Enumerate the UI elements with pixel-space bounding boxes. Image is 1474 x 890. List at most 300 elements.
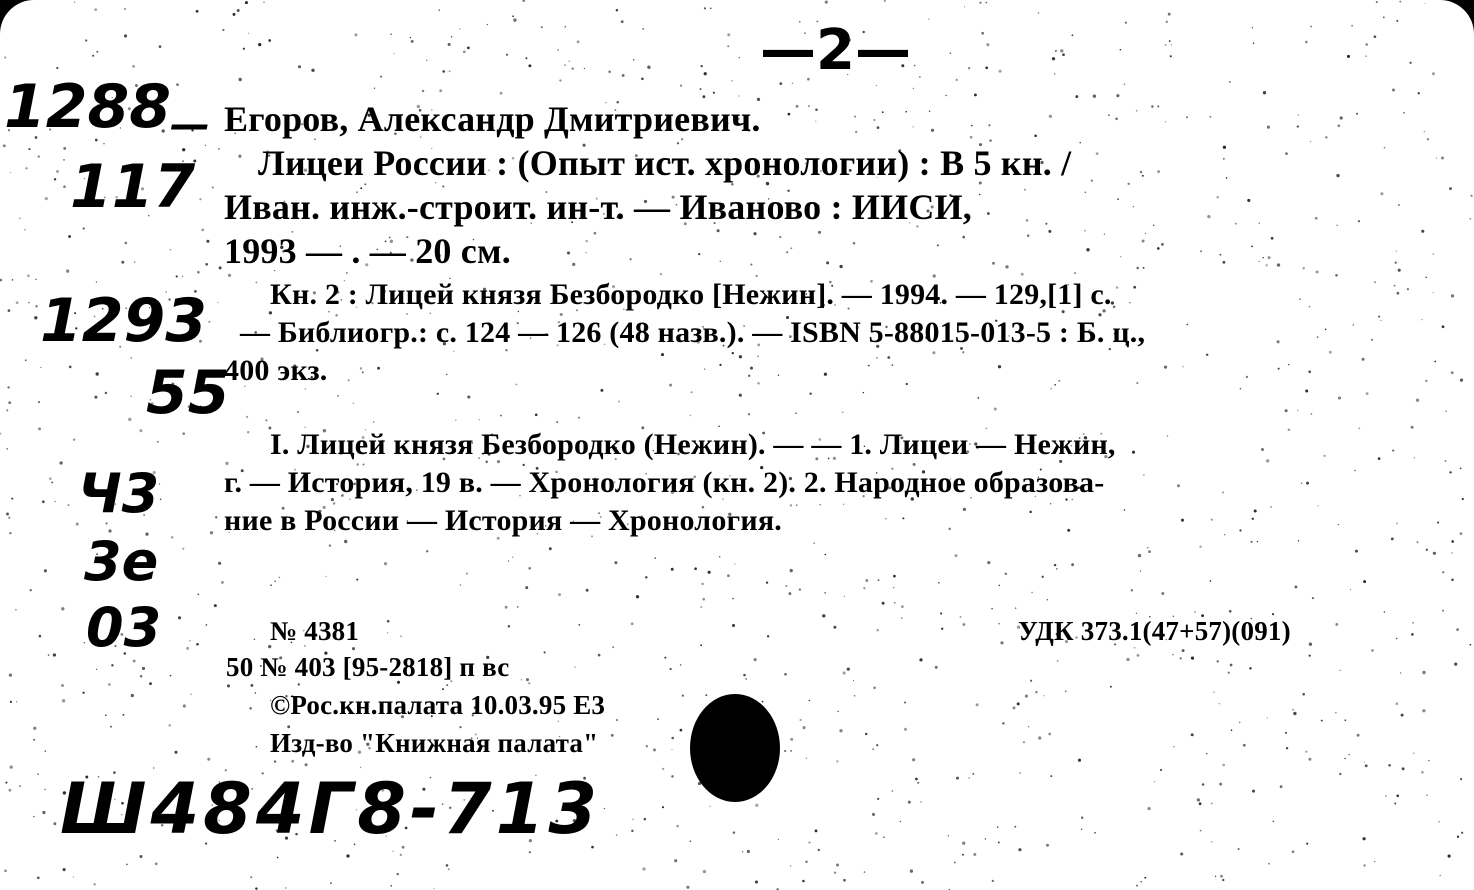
speckle bbox=[1246, 376, 1248, 378]
speckle bbox=[1384, 611, 1386, 613]
speckle bbox=[356, 579, 358, 581]
speckle bbox=[94, 396, 97, 399]
speckle bbox=[348, 379, 350, 381]
speckle bbox=[1396, 250, 1397, 251]
speckle bbox=[197, 271, 200, 274]
speckle bbox=[411, 40, 414, 43]
speckle bbox=[1285, 732, 1287, 734]
speckle bbox=[255, 692, 257, 694]
speckle bbox=[94, 8, 97, 11]
speckle bbox=[1433, 552, 1436, 555]
speckle bbox=[1117, 198, 1119, 200]
speckle bbox=[96, 51, 98, 53]
speckle bbox=[33, 739, 35, 741]
speckle bbox=[1125, 22, 1127, 24]
speckle bbox=[558, 593, 561, 596]
speckle bbox=[311, 69, 314, 72]
speckle bbox=[755, 880, 758, 883]
speckle bbox=[1249, 667, 1251, 669]
speckle bbox=[902, 517, 904, 519]
speckle bbox=[654, 557, 656, 559]
speckle bbox=[662, 806, 664, 808]
speckle bbox=[917, 782, 919, 784]
speckle bbox=[757, 356, 758, 357]
speckle bbox=[1305, 390, 1308, 393]
speckle bbox=[739, 394, 742, 397]
speckle bbox=[878, 579, 880, 581]
speckle bbox=[1200, 250, 1202, 252]
speckle bbox=[1132, 451, 1135, 454]
speckle bbox=[40, 367, 41, 368]
speckle bbox=[1187, 324, 1189, 326]
speckle bbox=[1229, 610, 1232, 613]
speckle bbox=[1133, 206, 1134, 207]
speckle bbox=[1432, 72, 1435, 75]
speckle bbox=[839, 729, 842, 732]
speckle bbox=[1054, 384, 1056, 386]
speckle bbox=[901, 617, 902, 618]
title-line-1: Лицеи России : (Опыт ист. хронологии) : В 5 кн. / bbox=[258, 143, 1072, 183]
speckle bbox=[1067, 529, 1070, 532]
speckle bbox=[1140, 570, 1141, 571]
speckle bbox=[1126, 658, 1129, 661]
speckle bbox=[38, 155, 40, 157]
speckle bbox=[633, 59, 634, 60]
speckle bbox=[68, 504, 70, 506]
speckle bbox=[35, 305, 37, 307]
speckle bbox=[1177, 484, 1180, 487]
speckle bbox=[968, 777, 970, 779]
speckle bbox=[53, 822, 56, 825]
speckle bbox=[755, 275, 757, 277]
speckle bbox=[645, 576, 647, 578]
speckle bbox=[133, 660, 136, 663]
speckle bbox=[139, 855, 142, 858]
speckle bbox=[1442, 571, 1444, 573]
speckle bbox=[733, 831, 736, 834]
speckle bbox=[1222, 879, 1224, 881]
handwritten-side-2: 3е bbox=[84, 530, 159, 593]
speckle bbox=[1396, 795, 1399, 798]
speckle bbox=[1060, 49, 1063, 52]
speckle bbox=[278, 577, 280, 579]
speckle bbox=[1411, 426, 1414, 429]
speckle bbox=[1219, 254, 1221, 256]
speckle bbox=[1383, 16, 1385, 18]
speckle bbox=[352, 647, 355, 650]
speckle bbox=[265, 419, 267, 421]
speckle bbox=[802, 880, 805, 883]
speckle bbox=[1136, 613, 1137, 614]
speckle bbox=[82, 692, 84, 694]
speckle bbox=[1055, 50, 1057, 52]
speckle bbox=[1424, 131, 1426, 133]
speckle bbox=[1371, 649, 1374, 652]
speckle bbox=[1272, 613, 1274, 615]
speckle bbox=[790, 750, 792, 752]
speckle bbox=[1143, 267, 1145, 269]
speckle bbox=[703, 870, 706, 873]
speckle bbox=[875, 832, 878, 835]
speckle bbox=[1219, 703, 1221, 705]
speckle bbox=[963, 508, 966, 511]
speckle bbox=[1371, 339, 1373, 341]
speckle bbox=[912, 758, 915, 761]
speckle bbox=[1120, 49, 1122, 51]
speckle bbox=[103, 143, 104, 144]
speckle bbox=[1277, 340, 1280, 343]
speckle bbox=[256, 746, 258, 748]
speckle bbox=[124, 242, 127, 245]
speckle bbox=[1270, 506, 1272, 508]
speckle bbox=[1433, 253, 1434, 254]
speckle bbox=[718, 425, 720, 427]
speckle bbox=[1266, 459, 1269, 462]
speckle bbox=[96, 372, 99, 375]
speckle bbox=[529, 851, 531, 853]
speckle bbox=[206, 240, 209, 243]
speckle bbox=[215, 516, 217, 518]
speckle bbox=[446, 864, 449, 867]
speckle bbox=[1325, 136, 1327, 138]
speckle bbox=[16, 701, 18, 703]
speckle bbox=[197, 594, 199, 596]
speckle bbox=[938, 582, 940, 584]
speckle bbox=[1442, 610, 1444, 612]
speckle bbox=[124, 34, 127, 37]
speckle bbox=[111, 664, 113, 666]
speckle bbox=[258, 43, 261, 46]
speckle bbox=[690, 840, 692, 842]
speckle bbox=[968, 67, 970, 69]
speckle bbox=[460, 584, 461, 585]
speckle bbox=[178, 616, 181, 619]
speckle bbox=[1200, 830, 1202, 832]
speckle bbox=[1052, 57, 1055, 60]
speckle bbox=[1271, 237, 1274, 240]
speckle bbox=[449, 70, 451, 72]
speckle bbox=[8, 789, 11, 792]
speckle bbox=[1194, 611, 1196, 613]
speckle bbox=[207, 758, 210, 761]
speckle bbox=[616, 9, 618, 11]
speckle bbox=[1143, 474, 1145, 476]
speckle bbox=[1079, 142, 1081, 144]
speckle bbox=[212, 186, 214, 188]
speckle bbox=[1120, 256, 1121, 257]
speckle bbox=[346, 272, 348, 274]
speckle bbox=[844, 596, 845, 597]
speckle bbox=[1191, 656, 1194, 659]
speckle bbox=[704, 368, 705, 369]
speckle bbox=[61, 684, 64, 687]
speckle bbox=[985, 2, 987, 4]
speckle bbox=[574, 666, 576, 668]
speckle bbox=[528, 682, 530, 684]
speckle bbox=[374, 88, 375, 89]
speckle bbox=[171, 536, 173, 538]
speckle bbox=[30, 589, 32, 591]
speckle bbox=[1115, 117, 1118, 120]
speckle bbox=[877, 798, 879, 800]
speckle bbox=[1421, 771, 1424, 774]
speckle bbox=[1054, 73, 1055, 74]
speckle bbox=[51, 481, 53, 483]
speckle bbox=[882, 602, 885, 605]
speckle bbox=[1024, 189, 1026, 191]
speckle bbox=[646, 745, 648, 747]
speckle bbox=[700, 606, 702, 608]
speckle bbox=[998, 623, 999, 624]
speckle bbox=[93, 883, 96, 886]
speckle bbox=[1392, 450, 1394, 452]
speckle bbox=[1457, 836, 1459, 838]
speckle bbox=[788, 113, 791, 116]
speckle bbox=[1050, 503, 1051, 504]
speckle bbox=[731, 80, 733, 82]
speckle bbox=[920, 801, 922, 803]
speckle bbox=[892, 364, 894, 366]
speckle bbox=[56, 67, 58, 69]
speckle bbox=[3, 144, 6, 147]
speckle bbox=[962, 842, 965, 845]
speckle bbox=[362, 371, 364, 373]
speckle bbox=[1113, 306, 1116, 309]
subject-line-1: I. Лицей князя Безбородко (Нежин). — — 1. Лицеи — Нежин, bbox=[270, 428, 1116, 461]
speckle bbox=[988, 124, 990, 126]
speckle bbox=[1216, 196, 1218, 198]
speckle bbox=[214, 604, 217, 607]
speckle bbox=[694, 567, 697, 570]
speckle bbox=[1366, 392, 1369, 395]
speckle bbox=[1043, 695, 1044, 696]
registration-line: 50 № 403 [95-2818] п вс bbox=[226, 652, 510, 682]
speckle bbox=[61, 607, 64, 610]
speckle bbox=[182, 432, 185, 435]
speckle bbox=[124, 8, 126, 10]
speckle bbox=[985, 66, 988, 69]
speckle bbox=[263, 2, 264, 3]
speckle bbox=[717, 229, 720, 232]
speckle bbox=[1050, 388, 1052, 390]
speckle bbox=[390, 885, 392, 887]
speckle bbox=[839, 265, 842, 268]
speckle bbox=[748, 375, 750, 377]
speckle bbox=[1206, 753, 1207, 754]
speckle bbox=[1401, 714, 1404, 717]
speckle bbox=[745, 678, 747, 680]
speckle bbox=[330, 882, 332, 884]
speckle bbox=[59, 461, 62, 464]
speckle bbox=[1380, 320, 1381, 321]
speckle bbox=[1081, 816, 1084, 819]
speckle bbox=[446, 684, 448, 686]
speckle bbox=[919, 76, 921, 78]
speckle bbox=[329, 544, 331, 546]
speckle bbox=[1444, 460, 1446, 462]
speckle bbox=[142, 667, 145, 670]
speckle bbox=[132, 65, 135, 68]
speckle bbox=[1142, 175, 1144, 177]
speckle bbox=[664, 657, 666, 659]
speckle bbox=[1398, 269, 1401, 272]
speckle bbox=[972, 773, 974, 775]
speckle bbox=[1157, 105, 1159, 107]
speckle bbox=[1220, 875, 1223, 878]
card-corner-left bbox=[0, 0, 34, 34]
speckle bbox=[182, 148, 185, 151]
speckle bbox=[594, 232, 597, 235]
speckle bbox=[843, 671, 846, 674]
speckle bbox=[1335, 712, 1336, 713]
speckle bbox=[1211, 841, 1212, 842]
speckle bbox=[622, 74, 625, 77]
speckle bbox=[863, 392, 864, 393]
speckle bbox=[910, 869, 913, 872]
speckle bbox=[42, 811, 45, 814]
speckle bbox=[1286, 747, 1288, 749]
speckle bbox=[1047, 599, 1048, 600]
speckle bbox=[1442, 325, 1445, 328]
speckle bbox=[1048, 230, 1051, 233]
handwritten-code-top-1: 1288 bbox=[4, 72, 171, 142]
speckle bbox=[1267, 717, 1268, 718]
speckle bbox=[45, 750, 47, 752]
speckle bbox=[274, 760, 276, 762]
speckle bbox=[1293, 712, 1296, 715]
speckle bbox=[189, 640, 191, 642]
speckle bbox=[1427, 138, 1429, 140]
speckle bbox=[854, 695, 856, 697]
speckle bbox=[1228, 672, 1230, 674]
speckle bbox=[1298, 540, 1300, 542]
handwritten-bottom-code: Ш484Г8-713 bbox=[60, 768, 602, 850]
speckle bbox=[1181, 519, 1184, 522]
speckle bbox=[44, 569, 47, 572]
speckle bbox=[1137, 654, 1140, 657]
speckle bbox=[1048, 733, 1051, 736]
speckle bbox=[130, 396, 132, 398]
speckle bbox=[559, 79, 561, 81]
speckle bbox=[1168, 13, 1171, 16]
speckle bbox=[245, 1, 248, 4]
speckle bbox=[96, 281, 97, 282]
speckle bbox=[1038, 736, 1041, 739]
speckle bbox=[513, 18, 516, 21]
speckle bbox=[1191, 733, 1194, 736]
speckle bbox=[1144, 877, 1146, 879]
speckle bbox=[10, 765, 13, 768]
speckle bbox=[246, 416, 248, 418]
speckle bbox=[1046, 844, 1049, 847]
speckle bbox=[49, 477, 52, 480]
speckle bbox=[1438, 821, 1440, 823]
speckle bbox=[19, 785, 21, 787]
speckle bbox=[1403, 112, 1405, 114]
speckle bbox=[1461, 832, 1463, 834]
speckle bbox=[1136, 382, 1138, 384]
speckle bbox=[1471, 195, 1473, 197]
speckle bbox=[455, 419, 457, 421]
speckle bbox=[108, 683, 111, 686]
speckle bbox=[932, 351, 935, 354]
speckle bbox=[1425, 380, 1428, 383]
speckle bbox=[274, 580, 276, 582]
speckle bbox=[1015, 607, 1017, 609]
speckle bbox=[506, 54, 508, 56]
handwritten-code-mid-1: 1293 bbox=[40, 286, 207, 356]
speckle bbox=[105, 392, 107, 394]
speckle bbox=[1335, 274, 1338, 277]
speckle bbox=[1278, 368, 1280, 370]
speckle bbox=[1169, 40, 1171, 42]
speckle bbox=[1336, 224, 1338, 226]
speckle bbox=[453, 351, 454, 352]
speckle bbox=[1338, 124, 1341, 127]
speckle bbox=[463, 50, 466, 53]
speckle bbox=[842, 412, 843, 413]
speckle bbox=[854, 116, 856, 118]
speckle bbox=[326, 576, 327, 577]
speckle bbox=[1012, 706, 1015, 709]
speckle bbox=[1321, 720, 1323, 722]
speckle bbox=[1277, 263, 1280, 266]
speckle bbox=[1411, 633, 1414, 636]
speckle bbox=[719, 364, 721, 366]
speckle bbox=[824, 373, 827, 376]
speckle bbox=[657, 718, 659, 720]
speckle bbox=[170, 675, 172, 677]
speckle bbox=[206, 624, 208, 626]
speckle bbox=[1062, 53, 1065, 56]
speckle bbox=[739, 57, 741, 59]
speckle bbox=[1239, 529, 1241, 531]
speckle bbox=[500, 415, 502, 417]
speckle bbox=[353, 403, 354, 404]
speckle bbox=[784, 673, 787, 676]
speckle bbox=[1020, 772, 1021, 773]
speckle bbox=[887, 356, 890, 359]
speckle bbox=[808, 842, 810, 844]
speckle bbox=[1399, 1, 1401, 3]
speckle bbox=[522, 0, 525, 2]
speckle bbox=[1257, 541, 1258, 542]
speckle bbox=[128, 418, 131, 421]
speckle bbox=[997, 826, 999, 828]
speckle bbox=[516, 384, 518, 386]
speckle bbox=[392, 851, 393, 852]
speckle bbox=[700, 644, 702, 646]
speckle bbox=[914, 65, 916, 67]
speckle bbox=[422, 90, 424, 92]
speckle bbox=[1171, 44, 1172, 45]
speckle bbox=[1336, 174, 1339, 177]
speckle bbox=[1351, 25, 1353, 27]
speckle bbox=[1306, 482, 1309, 485]
speckle bbox=[1217, 660, 1219, 662]
speckle bbox=[1309, 306, 1311, 308]
speckle bbox=[1310, 141, 1311, 142]
speckle bbox=[1173, 746, 1174, 747]
speckle bbox=[250, 684, 253, 687]
speckle bbox=[243, 48, 245, 50]
handwritten-side-3: 03 bbox=[86, 596, 162, 659]
speckle bbox=[826, 261, 829, 264]
speckle bbox=[39, 635, 42, 638]
speckle bbox=[4, 56, 6, 58]
speckle bbox=[876, 357, 878, 359]
speckle bbox=[25, 167, 27, 169]
